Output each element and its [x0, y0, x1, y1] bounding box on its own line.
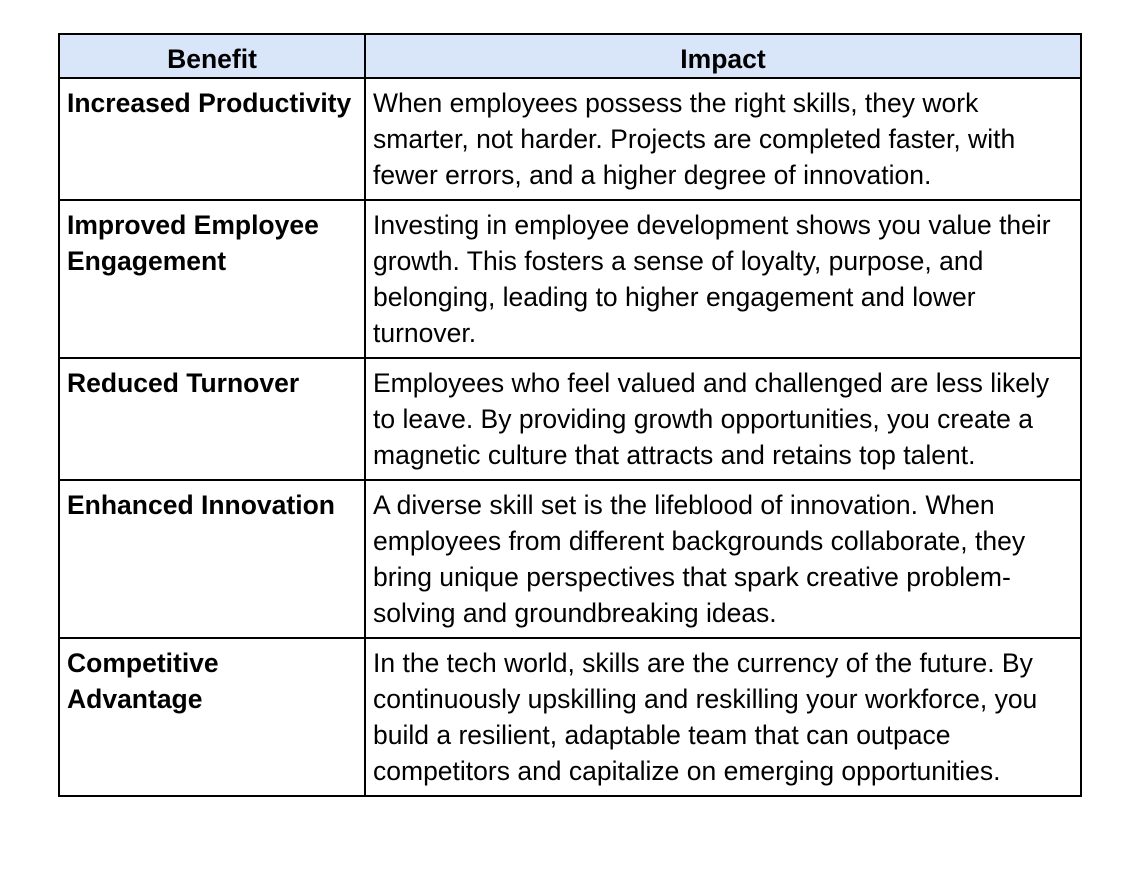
- impact-cell: Investing in employee development shows you value their growth. This fosters a sense of loyalty, purpose, and belonging, leading to higher engagement and lower turnover.: [365, 200, 1081, 358]
- benefits-table: [58, 33, 1082, 797]
- benefit-cell: Competitive Advantage: [59, 638, 365, 796]
- impact-cell: When employees possess the right skills, they work smarter, not harder. Projects are completed faster, with fewer errors, and a higher degree of innovation.: [365, 78, 1081, 200]
- benefit-cell: Increased Productivity: [59, 78, 365, 200]
- header-impact: Impact: [365, 34, 1081, 78]
- table-row: [59, 480, 1081, 638]
- header-benefit: Benefit: [59, 34, 365, 78]
- table-row: [59, 358, 1081, 480]
- table-row: [59, 78, 1081, 200]
- benefit-cell: Improved Employee Engagement: [59, 200, 365, 358]
- table-header-row: [59, 34, 1081, 78]
- impact-cell: A diverse skill set is the lifeblood of innovation. When employees from different backgrounds collaborate, they bring unique perspectives that spark creative problem-solving and groundbreaking ideas.: [365, 480, 1081, 638]
- table-row: [59, 638, 1081, 796]
- table-row: [59, 200, 1081, 358]
- benefit-cell: Enhanced Innovation: [59, 480, 365, 638]
- benefits-table-container: [58, 33, 1082, 797]
- benefit-cell: Reduced Turnover: [59, 358, 365, 480]
- impact-cell: In the tech world, skills are the currency of the future. By continuously upskilling and reskilling your workforce, you build a resilient, adaptable team that can outpace competitors and capitalize on emerging opportunities.: [365, 638, 1081, 796]
- impact-cell: Employees who feel valued and challenged are less likely to leave. By providing growth opportunities, you create a magnetic culture that attracts and retains top talent.: [365, 358, 1081, 480]
